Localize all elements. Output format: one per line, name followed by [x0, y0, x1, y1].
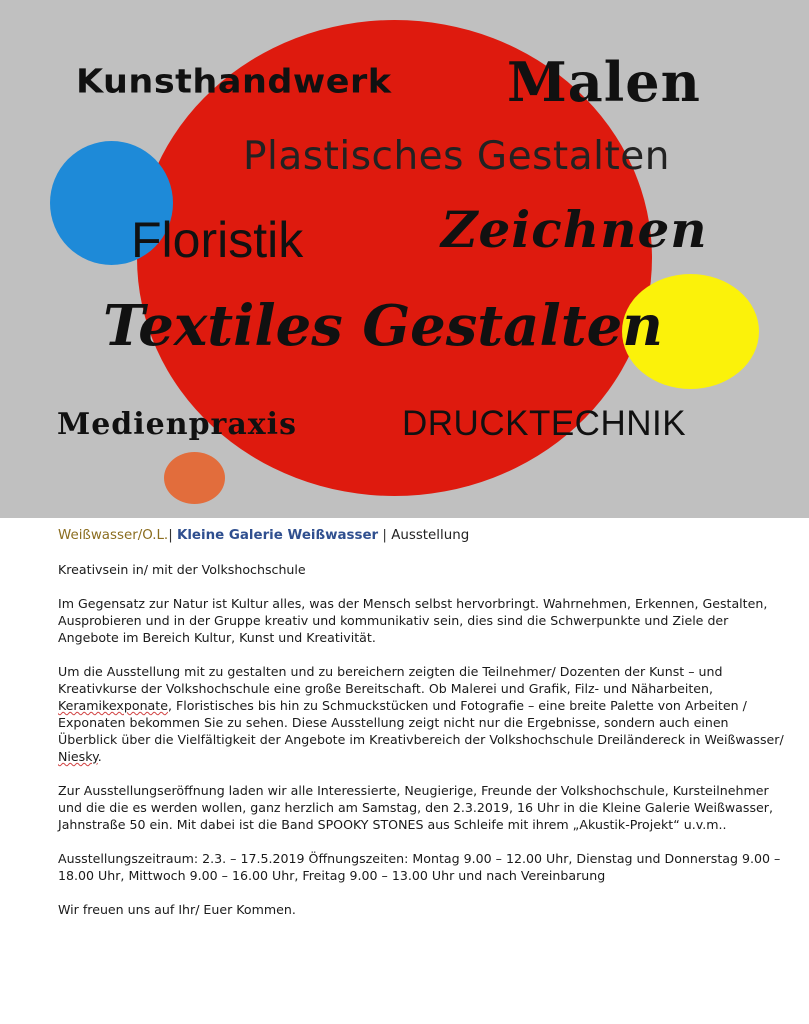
breadcrumb-separator: |	[382, 528, 387, 543]
paragraph-dates: Ausstellungszeitraum: 2.3. – 17.5.2019 Öffnungszeiten: Montag 9.00 – 12.00 Uhr, Dienstag und Donnerstag 9.00 – 18.00 Uhr, Mittwoch 9.00 – 16.00 Uhr, Freitag 9.00 – 13.00 Uhr und nach Vereinbarung	[58, 851, 781, 883]
paragraph-opening: Zur Ausstellungseröffnung laden wir alle Interessierte, Neugierige, Freunde der Volkshochschule, Kursteilnehmer und die die es werden wollen, ganz herzlich am Samstag, den 2.3.2019, 16 Uhr in die Kleine Galerie Weißwasser, Jahnstraße 50 ein. Mit dabei ist die Band SPOOKY STONES aus Schleife mit ihrem „Akustik-Projekt“ u.v.m..	[58, 783, 773, 832]
word-drucktechnik: DRUCKTECHNIK	[402, 404, 687, 443]
breadcrumb	[58, 527, 788, 544]
paragraph-closing: Wir freuen uns auf Ihr/ Euer Kommen.	[58, 902, 296, 917]
word-floristik: Floristik	[131, 212, 304, 268]
word-kunsthandwerk: Kunsthandwerk	[76, 63, 392, 102]
word-zeichnen: Zeichnen	[441, 200, 708, 259]
article-body	[58, 522, 788, 935]
paragraph-exhibition	[58, 663, 788, 765]
spellcheck-word: Keramikexponate	[58, 698, 168, 713]
word-medienpraxis: Medienpraxis	[57, 407, 297, 442]
spellcheck-word: Niesky	[58, 749, 98, 764]
orange-circle	[164, 452, 225, 504]
paragraph-text: .	[97, 749, 102, 764]
paragraph-text: , Floristisches bis hin zu Schmuckstücken und Fotografie – eine breite Palette von Arbeiten / Exponaten bekommen Sie zu sehen. Diese Ausstellung zeigt nicht nur die Ergebnisse, sondern auch einen Überblick über die Vielfältigkeit der Angebote im Kreativbereich der Volkshochschule Dreiländereck in Weißwasser/	[58, 698, 784, 747]
paragraph-text: Um die Ausstellung mit zu gestalten und zu bereichern zeigten die Teilnehmer/ Dozenten der Kunst – und Kreativkurse der Volkshochschule eine große Bereitschaft. Ob Malerei und Grafik, Filz- und Näharbeiten,	[58, 664, 723, 696]
article-heading: Kreativsein in/ mit der Volkshochschule	[58, 562, 306, 577]
breadcrumb-city: Weißwasser/O.L.	[58, 528, 169, 543]
breadcrumb-category: Ausstellung	[391, 528, 470, 543]
breadcrumb-gallery: Kleine Galerie Weißwasser	[176, 528, 379, 543]
word-malen: Malen	[507, 50, 701, 114]
paragraph-intro: Im Gegensatz zur Natur ist Kultur alles, was der Mensch selbst hervorbringt. Wahrnehmen, Erkennen, Gestalten, Ausprobieren und in der Gruppe kreativ und kommunikativ sein, dies sind die Schwerpunkte und Ziele der Angebote im Bereich Kultur, Kunst und Kreativität.	[58, 596, 768, 645]
word-textiles-gestalten: Textiles Gestalten	[103, 293, 663, 359]
word-plastisches-gestalten: Plastisches Gestalten	[243, 134, 670, 179]
breadcrumb-separator: |	[168, 528, 173, 543]
